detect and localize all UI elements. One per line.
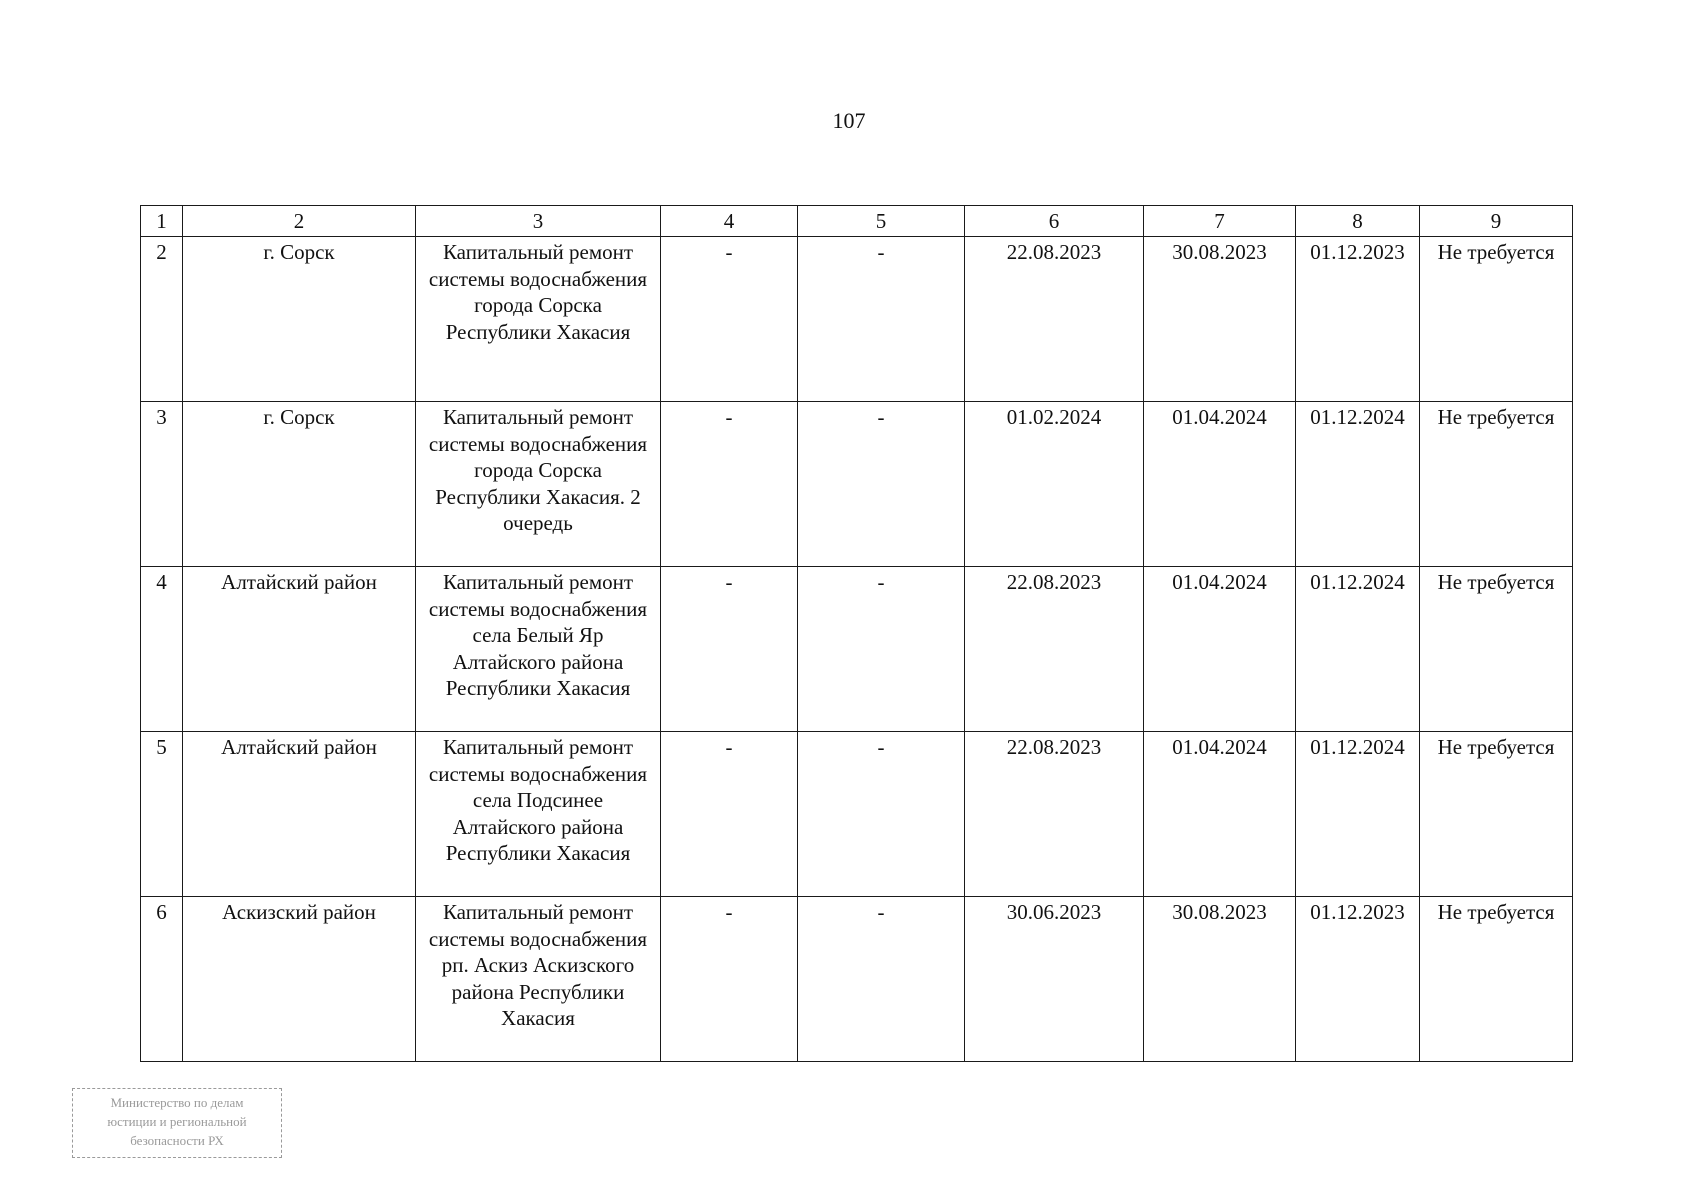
row-col4: -	[661, 732, 798, 897]
row-number: 2	[141, 237, 183, 402]
table-row	[141, 567, 1573, 732]
header-cell: 3	[416, 206, 661, 237]
row-col6-date: 22.08.2023	[965, 567, 1144, 732]
row-location: г. Сорск	[183, 237, 416, 402]
table-row	[141, 237, 1573, 402]
stamp-line: безопасности РХ	[130, 1133, 224, 1148]
table-row	[141, 732, 1573, 897]
row-col5: -	[798, 732, 965, 897]
row-col8-date: 01.12.2024	[1296, 732, 1420, 897]
row-col5: -	[798, 402, 965, 567]
row-number: 6	[141, 897, 183, 1062]
row-number: 5	[141, 732, 183, 897]
schedule-table	[140, 205, 1573, 1062]
page-number: 107	[832, 108, 866, 133]
row-col9-status: Не требуется	[1420, 237, 1573, 402]
row-number: 4	[141, 567, 183, 732]
row-location: г. Сорск	[183, 402, 416, 567]
header-cell: 5	[798, 206, 965, 237]
header-row	[141, 206, 1573, 237]
table-row	[141, 897, 1573, 1062]
row-location: Алтайский район	[183, 567, 416, 732]
header-cell: 7	[1144, 206, 1296, 237]
header-cell: 2	[183, 206, 416, 237]
row-col7-date: 01.04.2024	[1144, 567, 1296, 732]
row-col5: -	[798, 897, 965, 1062]
row-col8-date: 01.12.2024	[1296, 567, 1420, 732]
row-col4: -	[661, 237, 798, 402]
row-col7-date: 01.04.2024	[1144, 402, 1296, 567]
row-col4: -	[661, 567, 798, 732]
table-row	[141, 402, 1573, 567]
row-col9-status: Не требуется	[1420, 897, 1573, 1062]
row-description: Капитальный ремонт системы водоснабжения села Подсинее Алтайского района Республики Хакасия	[416, 732, 661, 897]
row-col7-date: 30.08.2023	[1144, 897, 1296, 1062]
row-col5: -	[798, 237, 965, 402]
header-cell: 8	[1296, 206, 1420, 237]
row-col8-date: 01.12.2024	[1296, 402, 1420, 567]
row-col7-date: 30.08.2023	[1144, 237, 1296, 402]
row-col6-date: 22.08.2023	[965, 237, 1144, 402]
schedule-table-container	[140, 205, 1572, 1062]
row-col4: -	[661, 402, 798, 567]
row-col4: -	[661, 897, 798, 1062]
header-cell: 9	[1420, 206, 1573, 237]
header-cell: 4	[661, 206, 798, 237]
row-col6-date: 30.06.2023	[965, 897, 1144, 1062]
row-col9-status: Не требуется	[1420, 402, 1573, 567]
row-col6-date: 22.08.2023	[965, 732, 1144, 897]
stamp-line: Министерство по делам	[110, 1095, 244, 1110]
row-number: 3	[141, 402, 183, 567]
stamp-line: юстиции и региональной	[107, 1114, 247, 1129]
registration-stamp	[72, 1088, 282, 1158]
row-col7-date: 01.04.2024	[1144, 732, 1296, 897]
row-location: Аскизский район	[183, 897, 416, 1062]
row-col8-date: 01.12.2023	[1296, 237, 1420, 402]
header-cell: 6	[965, 206, 1144, 237]
header-cell: 1	[141, 206, 183, 237]
row-col8-date: 01.12.2023	[1296, 897, 1420, 1062]
row-description: Капитальный ремонт системы водоснабжения города Сорска Республики Хакасия. 2 очередь	[416, 402, 661, 567]
row-description: Капитальный ремонт системы водоснабжения рп. Аскиз Аскизского района Республики Хакасия	[416, 897, 661, 1062]
row-col5: -	[798, 567, 965, 732]
row-description: Капитальный ремонт системы водоснабжения села Белый Яр Алтайского района Республики Хакасия	[416, 567, 661, 732]
row-col9-status: Не требуется	[1420, 732, 1573, 897]
row-description: Капитальный ремонт системы водоснабжения города Сорска Республики Хакасия	[416, 237, 661, 402]
row-col6-date: 01.02.2024	[965, 402, 1144, 567]
row-location: Алтайский район	[183, 732, 416, 897]
row-col9-status: Не требуется	[1420, 567, 1573, 732]
